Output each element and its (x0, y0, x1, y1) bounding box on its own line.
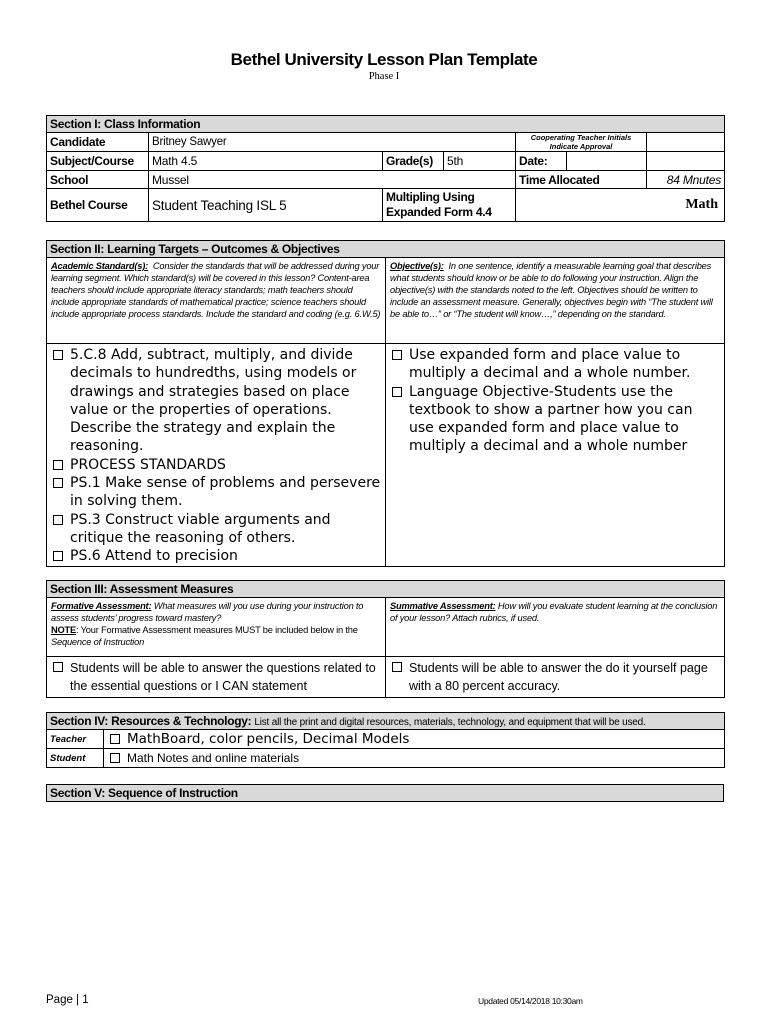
list-item (50, 456, 382, 474)
objectives-instructions (386, 258, 725, 344)
school-value: Mussel (149, 171, 516, 189)
summative-hint: How will you evaluate student learning at the conclusion of your lesson? Attach rubrics, if used. (390, 601, 718, 623)
checkbox-icon[interactable] (392, 387, 402, 397)
note-label: NOTE (51, 625, 77, 635)
note-text: : Your Formative Assessment measures MUST be included below in the (76, 625, 358, 635)
objective-text: Use expanded form and place value to multiply a decimal and a whole number. (409, 347, 691, 382)
section-learning-targets (46, 240, 725, 567)
section4-heading: Section IV: Resources & Technology: (50, 714, 252, 728)
formative-list (50, 659, 382, 695)
checkbox-icon[interactable] (110, 753, 120, 763)
summative-instructions (386, 598, 725, 657)
page-title: Bethel University Lesson Plan Template (230, 50, 538, 69)
standards-hint: Consider the standards that will be addressed during your learning segment. Which standard(s) will be covered in this lesson? Content-area teachers should include appropriate literacy standards; math teachers should include appropriate standards of mathematical practice; science teachers should include appropriate process standards. Include the standard and coding (e.g. 6.W.5) (51, 261, 381, 319)
list-item (107, 750, 721, 767)
standards-instructions (47, 258, 386, 344)
standard-text: PROCESS STANDARDS (70, 456, 226, 473)
updated-date: Updated 05/14/2018 10:30am (478, 996, 583, 1006)
teacher-resources-cell (104, 730, 725, 749)
standards-list (50, 346, 382, 566)
checkbox-icon[interactable] (392, 350, 402, 360)
standard-text: PS.6 Attend to precision (70, 548, 238, 565)
objectives-list-cell (386, 344, 725, 567)
page-subtitle: Phase I (368, 71, 400, 82)
formative-item-cell (47, 657, 386, 698)
grade-value: 5th (444, 152, 516, 171)
teacher-label: Teacher (47, 730, 104, 749)
summative-item-cell (386, 657, 725, 698)
list-item (50, 659, 382, 695)
section4-heading-cell (47, 713, 725, 730)
time-allocated-value: 84 Mnutes (647, 171, 725, 189)
student-resources-list (107, 750, 721, 767)
section4-hint: List all the print and digital resources, materials, technology, and equipment that will be used. (254, 717, 646, 728)
checkbox-icon[interactable] (110, 734, 120, 744)
date-label: Date: (516, 152, 567, 171)
subject-label: Subject/Course (47, 152, 149, 171)
formative-hint: What measures will you use during your instruction to assess students’ progress toward mastery? (51, 601, 364, 623)
section2-heading: Section II: Learning Targets – Outcomes & Objectives (47, 241, 725, 258)
section-assessment-measures (46, 580, 725, 698)
list-item (50, 346, 382, 456)
page-number: Page | 1 (46, 994, 89, 1006)
student-label: Student (47, 749, 104, 768)
standard-text: PS.3 Construct viable arguments and critique the reasoning of others. (70, 511, 331, 546)
objectives-list (389, 346, 721, 456)
checkbox-icon[interactable] (53, 460, 63, 470)
checkbox-icon[interactable] (53, 350, 63, 360)
cooperating-teacher-note: Cooperating Teacher Initials Indicate Approval (516, 133, 647, 152)
time-allocated-label: Time Allocated (516, 171, 647, 189)
subject-area: Math (516, 189, 725, 222)
lesson-title: Multipling Using Expanded Form 4.4 (383, 189, 516, 222)
formative-item-text: Students will be able to answer the questions related to the essential questions or I CAN statement (70, 661, 376, 693)
candidate-value: Britney Sawyer (149, 133, 516, 152)
date-field[interactable] (567, 152, 647, 171)
section-sequence-of-instruction (46, 784, 724, 802)
student-resources-cell (104, 749, 725, 768)
section-resources-technology (46, 712, 725, 768)
standards-list-cell (47, 344, 386, 567)
bethel-course-label: Bethel Course (47, 189, 149, 222)
standard-text: 5.C.8 Add, subtract, multiply, and divide decimals to hundredths, using models or drawings and strategies based on place value or the properties of operations. Describe the strategy and explain the reasoning. (70, 347, 357, 455)
teacher-resources-text: MathBoard, color pencils, Decimal Models (127, 730, 410, 747)
checkbox-icon[interactable] (53, 478, 63, 488)
list-item (389, 346, 721, 383)
student-resources-text: Math Notes and online materials (127, 750, 300, 765)
section3-heading: Section III: Assessment Measures (47, 581, 725, 598)
checkbox-icon[interactable] (392, 662, 402, 672)
candidate-label: Candidate (47, 133, 149, 152)
list-item (50, 474, 382, 511)
formative-instructions (47, 598, 386, 657)
checkbox-icon[interactable] (53, 551, 63, 561)
summative-list (389, 659, 721, 695)
objective-text: Language Objective-Students use the textbook to show a partner how you can use expanded form and place value to multiply a decimal and a whole number (409, 383, 693, 455)
summative-item-text: Students will be able to answer the do it yourself page with a 80 percent accuracy. (409, 661, 708, 693)
checkbox-icon[interactable] (53, 662, 63, 672)
section5-heading: Section V: Sequence of Instruction (47, 785, 724, 802)
list-item (50, 511, 382, 548)
section1-heading: Section I: Class Information (47, 116, 725, 133)
list-item (389, 383, 721, 456)
grade-label: Grade(s) (383, 152, 444, 171)
summative-title: Summative Assessment: (390, 601, 496, 611)
subject-value: Math 4.5 (149, 152, 383, 171)
list-item (389, 659, 721, 695)
list-item (107, 731, 721, 748)
standard-text: PS.1 Make sense of problems and persevere in solving them. (70, 475, 381, 510)
checkbox-icon[interactable] (53, 515, 63, 525)
objectives-title: Objective(s): (390, 261, 444, 271)
school-label: School (47, 171, 149, 189)
bethel-course-value: Student Teaching ISL 5 (149, 189, 383, 222)
formative-title: Formative Assessment: (51, 601, 152, 611)
cooperating-initials-field[interactable] (647, 133, 725, 152)
list-item (50, 547, 382, 565)
teacher-resources-list (107, 731, 721, 748)
objectives-hint: In one sentence, identify a measurable learning goal that describes what students should know or be able to do following your instruction. Align the objective(s) with the standards noted to the left. Objectives should be written to include an assessment measure. Generally, objectives begin with “The student will be able to…” or “The student will know…,” depending on the standard. (390, 261, 713, 319)
note-link: Sequence of Instruction (51, 637, 145, 647)
section-class-information (46, 115, 725, 222)
date-extra-field[interactable] (647, 152, 725, 171)
standards-title: Academic Standard(s): (51, 261, 149, 271)
